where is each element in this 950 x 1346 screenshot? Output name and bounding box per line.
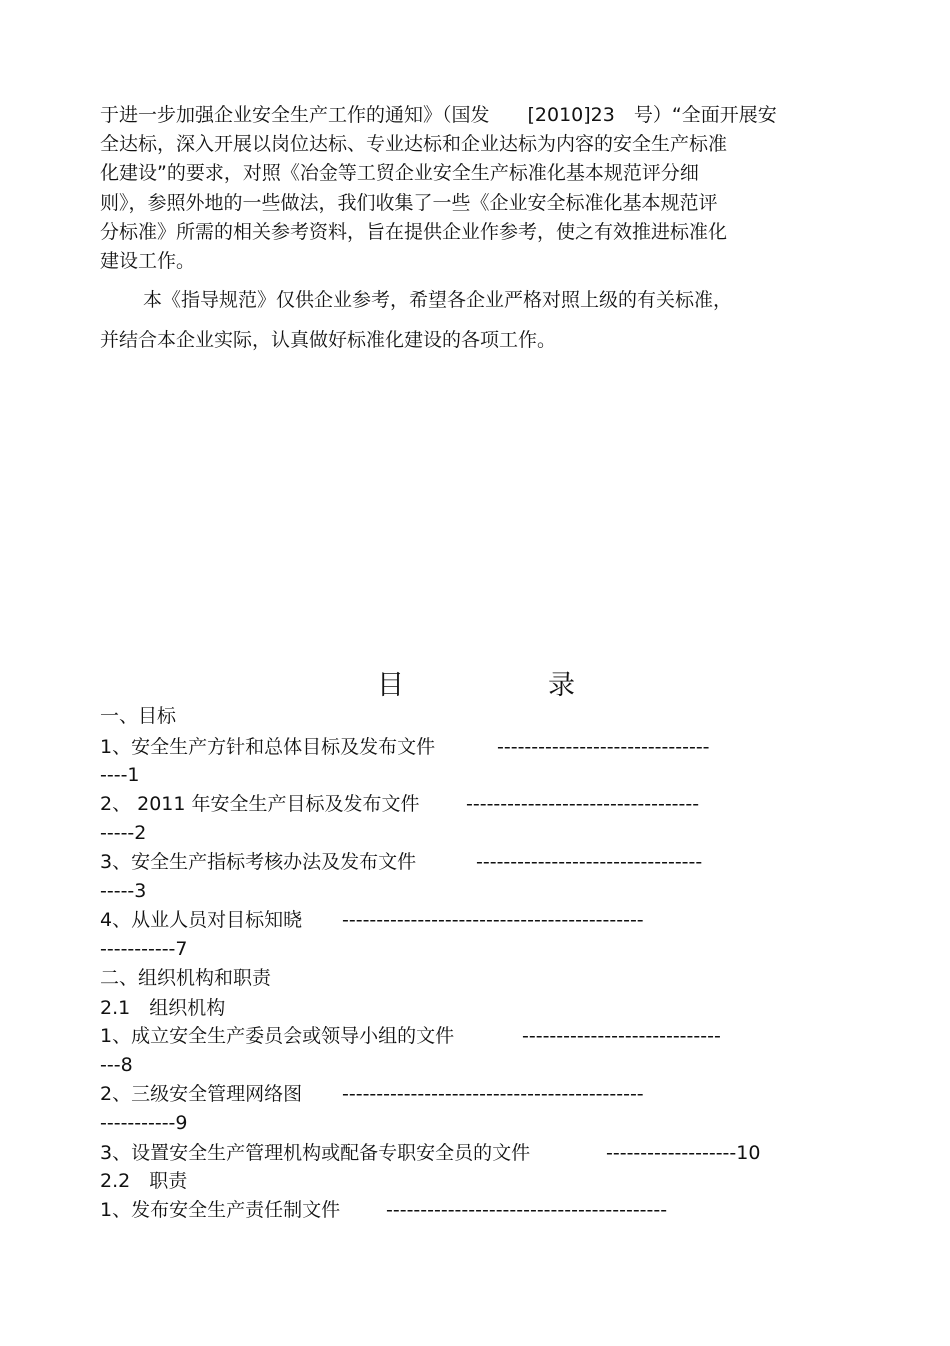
- intro-para2-line-1: 本《指导规范》仅供企业参考，希望各企业严格对照上级的有关标准，: [143, 289, 733, 311]
- toc-subheading-2-2: 2.2 职责: [100, 1170, 188, 1192]
- toc-heading-1: 一、目标: [100, 705, 177, 727]
- toc-entry-2-text: 2、 2011 年安全生产目标及发布文件: [100, 793, 420, 815]
- intro-line-6: 建设工作。: [100, 250, 196, 272]
- intro-line-1: 于进一步加强企业安全生产工作的通知》（国发 [2010]23 号）“全面开展安: [100, 104, 777, 126]
- toc-entry-3-text: 3、安全生产指标考核办法及发布文件: [100, 851, 417, 873]
- toc-entry-1-page: ----1: [100, 764, 140, 786]
- toc-entry-1-text: 1、安全生产方针和总体目标及发布文件: [100, 736, 436, 758]
- toc-entry-6-text: 2、三级安全管理网络图: [100, 1083, 303, 1105]
- toc-entry-7-text: 3、设置安全生产管理机构或配备专职安全员的文件: [100, 1142, 531, 1164]
- intro-line-2: 全达标，深入开展以岗位达标、专业达标和企业达标为内容的安全生产标准: [100, 133, 728, 155]
- toc-entry-6-leader: --------------------------------------------: [342, 1083, 644, 1105]
- toc-entry-4-leader: --------------------------------------------: [342, 909, 644, 931]
- toc-entry-2-leader: ----------------------------------: [466, 793, 700, 815]
- intro-line-3: 化建设”的要求，对照《冶金等工贸企业安全生产标准化基本规范评分细: [100, 162, 699, 184]
- toc-entry-2-page: -----2: [100, 822, 147, 844]
- toc-title-right: 录: [548, 670, 575, 701]
- toc-entry-5-leader: -----------------------------: [522, 1025, 721, 1047]
- intro-line-5: 分标准》所需的相关参考资料，旨在提供企业作参考，使之有效推进标准化: [100, 221, 728, 243]
- toc-entry-1-leader: -------------------------------: [497, 736, 710, 758]
- intro-line-4: 则》，参照外地的一些做法，我们收集了一些《企业安全标准化基本规范评: [100, 192, 718, 214]
- intro-para2-line-2: 并结合本企业实际，认真做好标准化建设的各项工作。: [100, 329, 557, 351]
- toc-entry-5-page: ---8: [100, 1054, 133, 1076]
- toc-entry-3-page: -----3: [100, 880, 147, 902]
- toc-entry-8-text: 1、发布安全生产责任制文件: [100, 1199, 341, 1221]
- toc-entry-4-page: -----------7: [100, 938, 188, 960]
- toc-entry-8-leader: -----------------------------------------: [386, 1199, 668, 1221]
- toc-subheading-2-1: 2.1 组织机构: [100, 997, 226, 1019]
- toc-title: [0, 668, 950, 704]
- toc-heading-2: 二、组织机构和职责: [100, 967, 272, 989]
- toc-entry-4-text: 4、从业人员对目标知晓: [100, 909, 303, 931]
- toc-title-left: 目: [377, 670, 404, 701]
- toc-entry-6-page: -----------9: [100, 1112, 188, 1134]
- toc-entry-3-leader: ---------------------------------: [476, 851, 703, 873]
- toc-entry-5-text: 1、成立安全生产委员会或领导小组的文件: [100, 1025, 455, 1047]
- toc-entry-7-leader: -------------------10: [606, 1142, 761, 1164]
